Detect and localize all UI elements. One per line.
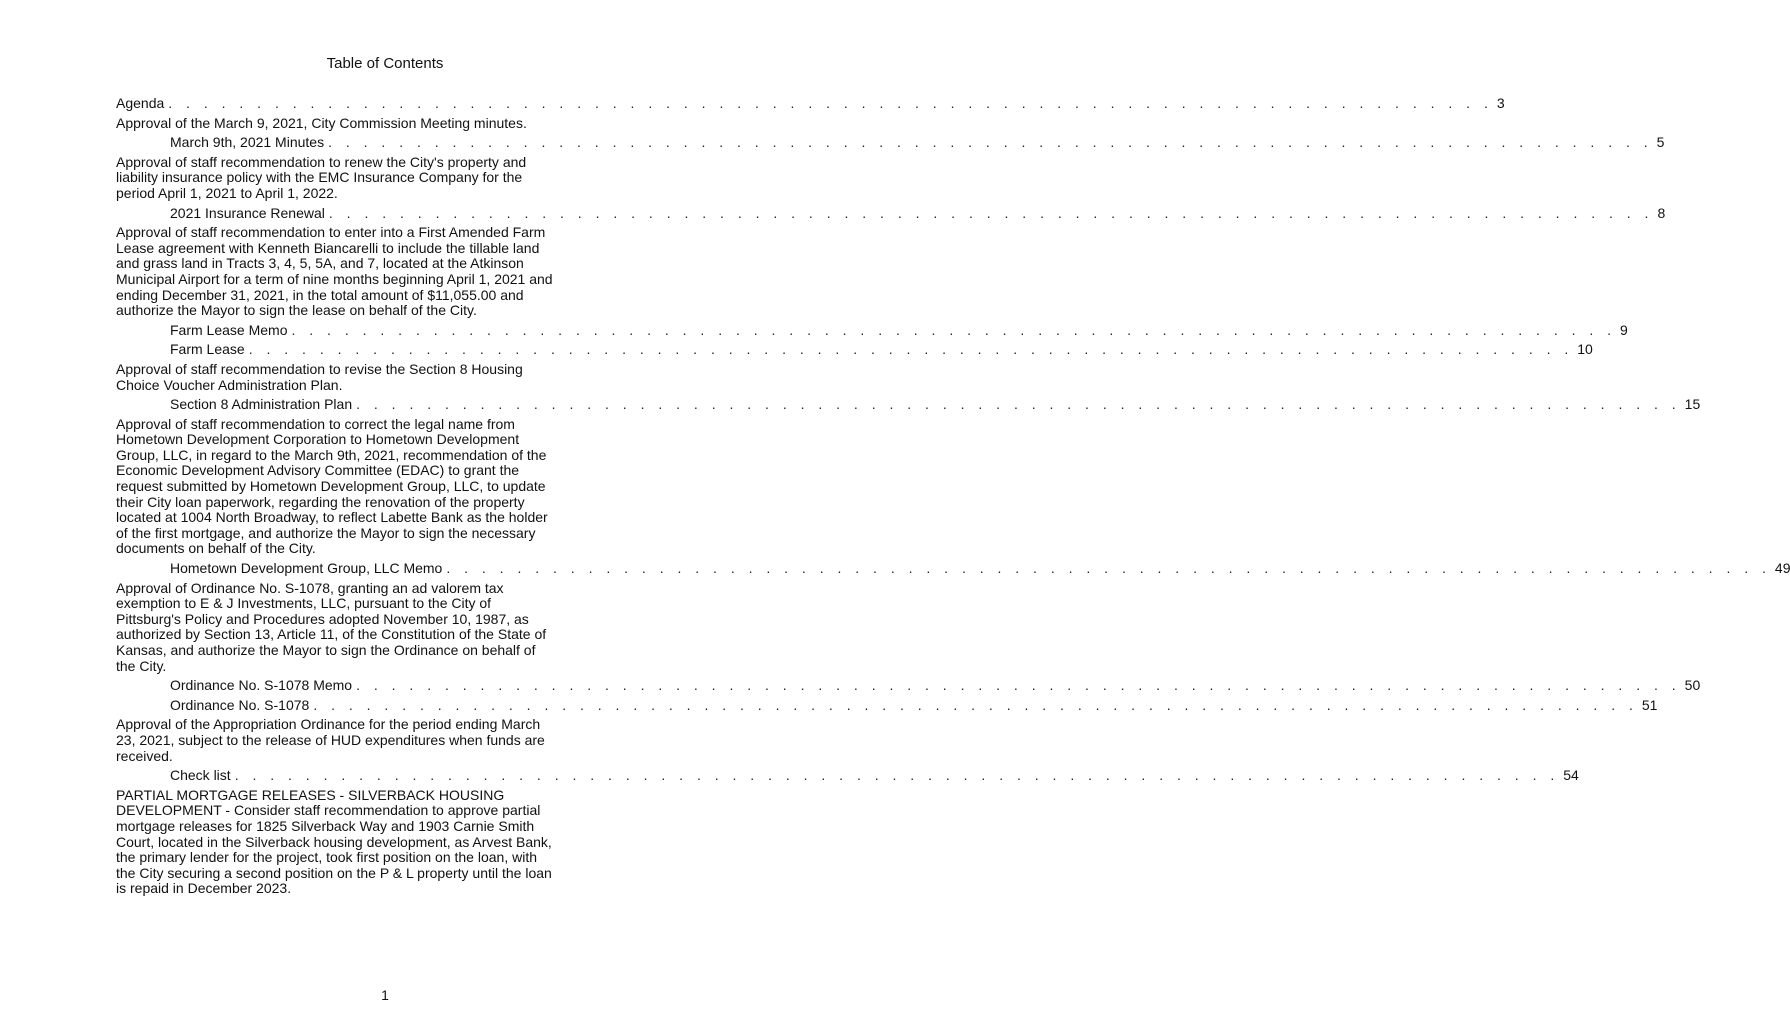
toc-entry[interactable] (116, 767, 1579, 784)
dot-leader: . . . . . . . . . . . . . . . . . . . . . . . . . . . . . . . . . . . . . . . . . . . . . . . . . . . . . . . . . . . . . . . . . . . . . . . . . . . (328, 134, 1653, 151)
agenda-item-description: Approval of staff recommendation to correct the legal name from Hometown Development Corporation to Hometown Development Group, LLC, in regard to the March 9th, 2021, recommendation of the Economic Development Advisory Committee (EDAC) to grant the request submitted by Hometown Development Group, LLC, to update their City loan paperwork, regarding the renovation of the property located at 1004 North Broadway, to reflect Labette Bank as the holder of the first mortgage, and authorize the Mayor to sign the necessary documents on behalf of the City. (116, 415, 548, 557)
agenda-item-description: Approval of staff recommendation to revise the Section 8 Housing Choice Voucher Administration Plan. (116, 360, 523, 393)
toc-entry-page: 50 (1684, 677, 1701, 694)
toc-entry-label: Section 8 Administration Plan (170, 396, 353, 413)
toc-section (116, 360, 1701, 413)
toc-entry-page: 54 (1563, 767, 1579, 784)
toc-entry-page: 10 (1577, 341, 1593, 358)
toc-entry[interactable] (116, 341, 1593, 358)
toc-entry-page: 3 (1496, 95, 1505, 111)
agenda-item-description: Approval of the March 9, 2021, City Commission Meeting minutes. (116, 114, 527, 131)
toc-entry-label: Farm Lease (170, 341, 245, 358)
dot-leader: . . . . . . . . . . . . . . . . . . . . . . . . . . . . . . . . . . . . . . . . . . . . . . . . . . . . . . . . . . . . . . . . . . . . . . . . . . . (313, 696, 1638, 713)
toc-entry-label: Ordinance No. S-1078 Memo (170, 677, 353, 694)
toc-section (116, 716, 1579, 784)
agenda-item-description: Approval of the Appropriation Ordinance for the period ending March 23, 2021, subject to the release of HUD expenditures when funds are received. (116, 716, 545, 764)
toc-entry-label: 2021 Insurance Renewal (170, 204, 325, 221)
page-number: 1 (381, 987, 389, 1003)
dot-leader: . . . . . . . . . . . . . . . . . . . . . . . . . . . . . . . . . . . . . . . . . . . . . . . . . . . . . . . . . . . . . . . . . . . . . . . . . . . (446, 560, 1771, 577)
dot-leader: . . . . . . . . . . . . . . . . . . . . . . . . . . . . . . . . . . . . . . . . . . . . . . . . . . . . . . . . . . . . . . . . . . . . . . . . . . . (356, 677, 1681, 694)
agenda-item-description: PARTIAL MORTGAGE RELEASES - SILVERBACK HOUSING DEVELOPMENT - Consider staff recommendation to approve partial mortgage releases for 1825 Silverback Way and 1903 Carnie Smith Court, located in the Silverback housing development, as Arvest Bank, the primary lender for the project, took first position on the loan, with the City securing a second position on the P & L property until the loan is repaid in December 2023. (116, 786, 552, 897)
toc-entry-page: 15 (1684, 396, 1701, 413)
toc-entry[interactable] (116, 560, 1790, 577)
agenda-item-description: Approval of staff recommendation to renew the City's property and liability insurance policy with the EMC Insurance Company for the period April 1, 2021 to April 1, 2022. (116, 153, 527, 201)
dot-leader: . . . . . . . . . . . . . . . . . . . . . . . . . . . . . . . . . . . . . . . . . . . . . . . . . . . . . . . . . . . . . . . . . . . . . . . . . . . (291, 321, 1617, 338)
toc-entry[interactable] (116, 321, 1628, 339)
toc-section (116, 114, 1665, 151)
page-title: Table of Contents (326, 55, 444, 72)
table-of-contents (116, 95, 1790, 897)
dot-leader: . . . . . . . . . . . . . . . . . . . . . . . . . . . . . . . . . . . . . . . . . . . . . . . . . . . . . . . . . . . . . . . . . . . . . . . . . . . (356, 396, 1681, 413)
toc-entry-page: 5 (1656, 134, 1665, 151)
toc-entry-label: Hometown Development Group, LLC Memo (170, 560, 443, 577)
agenda-item-description: Approval of Ordinance No. S-1078, granting an ad valorem tax exemption to E & J Investments, LLC, pursuant to the City of Pittsburg's Policy and Procedures adopted November 10, 1987, as authorized by Section 13, Article 11, of the Constitution of the State of Kansas, and authorize the Mayor to sign the Ordinance on behalf of the City. (116, 579, 547, 674)
agenda-item-description: Approval of staff recommendation to enter into a First Amended Farm Lease agreement with Kenneth Biancarelli to include the tillable land and grass land in Tracts 3, 4, 5, 5A, and 7, located at the Atkinson Municipal Airport for a term of nine months beginning April 1, 2021 and ending December 31, 2021, in the total amount of $11,055.00 and authorize the Mayor to sign the lease on behalf of the City. (116, 224, 553, 319)
toc-entry-label: Check list (170, 767, 231, 784)
dot-leader: . . . . . . . . . . . . . . . . . . . . . . . . . . . . . . . . . . . . . . . . . . . . . . . . . . . . . . . . . . . . . . . . . . . . . . . . . . . (248, 341, 1574, 358)
toc-entry-page: 49 (1774, 560, 1790, 577)
toc-section (116, 579, 1701, 714)
toc-section (116, 153, 1666, 221)
toc-entry-label: Ordinance No. S-1078 (170, 696, 310, 713)
toc-entry-label: Farm Lease Memo (170, 321, 288, 338)
toc-section (116, 415, 1790, 577)
toc-entry[interactable] (116, 396, 1701, 413)
dot-leader: . . . . . . . . . . . . . . . . . . . . . . . . . . . . . . . . . . . . . . . . . . . . . . . . . . . . . . . . . . . . . . . . . . . . . . . . . . . (328, 204, 1654, 221)
toc-entry-agenda[interactable] (116, 95, 1505, 112)
toc-entry-page: 9 (1620, 321, 1628, 338)
toc-entry[interactable] (116, 696, 1658, 714)
toc-entry[interactable] (116, 677, 1701, 694)
toc-entry-page: 51 (1641, 696, 1658, 713)
toc-entry-label: Agenda (116, 95, 165, 111)
toc-entry[interactable] (116, 204, 1666, 222)
dot-leader: . . . . . . . . . . . . . . . . . . . . . . . . . . . . . . . . . . . . . . . . . . . . . . . . . . . . . . . . . . . . . . . . . . . . . . . . . . . (234, 767, 1560, 784)
toc-entry-page: 8 (1657, 204, 1666, 221)
dot-leader: . . . . . . . . . . . . . . . . . . . . . . . . . . . . . . . . . . . . . . . . . . . . . . . . . . . . . . . . . . . . . . . . . . . . . . . . . . . (168, 95, 1493, 111)
toc-entry-label: March 9th, 2021 Minutes (170, 134, 325, 151)
toc-section (116, 788, 616, 897)
toc-entry[interactable] (116, 134, 1665, 151)
toc-section (116, 224, 1628, 358)
toc-sections (116, 114, 1790, 897)
